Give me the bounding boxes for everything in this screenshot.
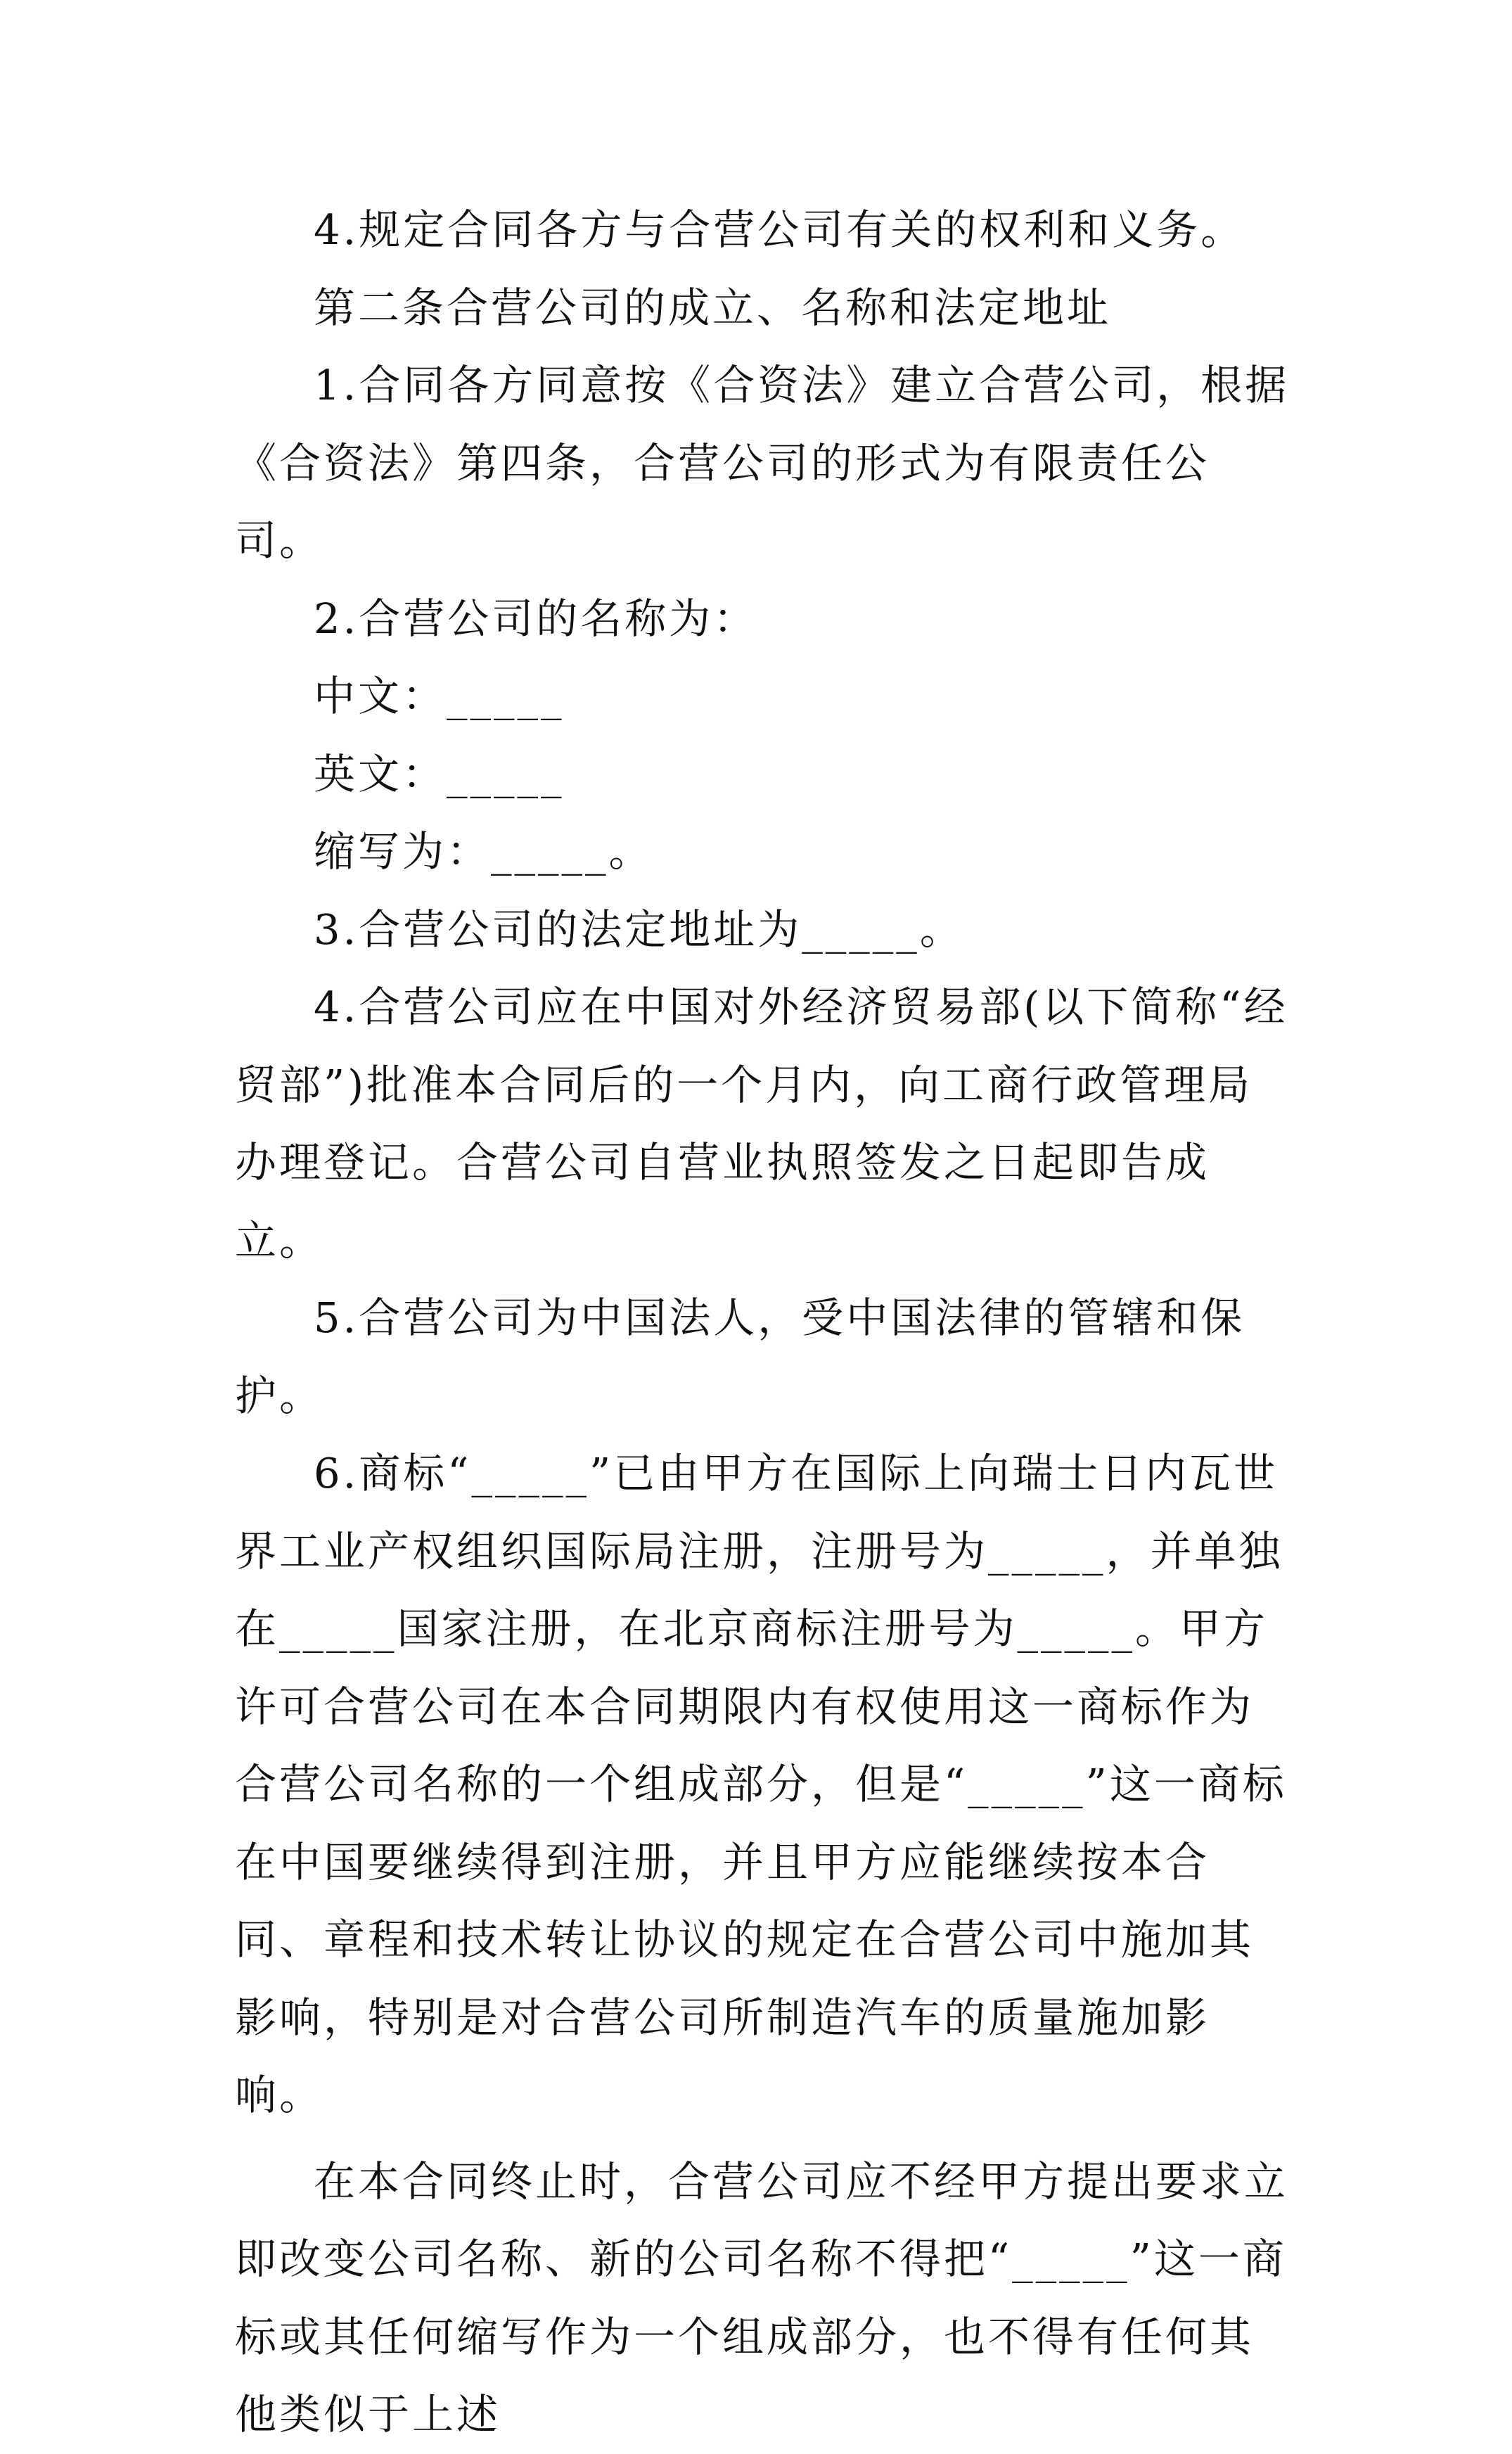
paragraph-obligations: 4.规定合同各方与合营公司有关的权利和义务。	[314, 205, 1245, 254]
paragraph-legal-person: 5.合营公司为中国法人，受中国法律的管辖和保护。	[235, 1293, 1245, 1420]
paragraph-legal-address: 3.合营公司的法定地址为_____。	[314, 905, 964, 954]
paragraph-establishment: 1.合同各方同意按《合资法》建立合营公司，根据《合资法》第四条，合营公司的形式为有限责任公司。	[235, 361, 1290, 565]
paragraph-company-name: 2.合营公司的名称为：	[314, 594, 758, 643]
contract-body	[235, 191, 1290, 2454]
chinese-name-line: 中文：_____	[314, 672, 565, 720]
paragraph-trademark: 6.商标“_____”已由甲方在国际上向瑞士日内瓦世界工业产权组织国际局注册，注册号为_____，并单独在_____国家注册，在北京商标注册号为_____。甲方许可合营公司在本合同期限内有权使用这一商标作为合营公司名称的一个组成部分，但是“_____”这一商标在中国要继续得到注册，并且甲方应能继续按本合同、章程和技术转让协议的规定在合营公司中施加其影响，特别是对合营公司所制造汽车的质量施加影响。	[235, 1449, 1287, 2119]
english-name-line: 英文：_____	[314, 749, 565, 798]
abbreviation-line: 缩写为：_____。	[314, 827, 653, 876]
paragraph-termination: 在本合同终止时，合营公司应不经甲方提出要求立即改变公司名称、新的公司名称不得把“_____”这一商标或其任何缩写作为一个组成部分，也不得有任何其他类似于上述	[235, 2156, 1289, 2439]
paragraph-registration: 4.合营公司应在中国对外经济贸易部(以下简称“经贸部”)批准本合同后的一个月内，向工商行政管理局办理登记。合营公司自营业执照签发之日起即告成立。	[235, 983, 1288, 1265]
article-2-heading: 第二条合营公司的成立、名称和法定地址	[314, 283, 1112, 332]
